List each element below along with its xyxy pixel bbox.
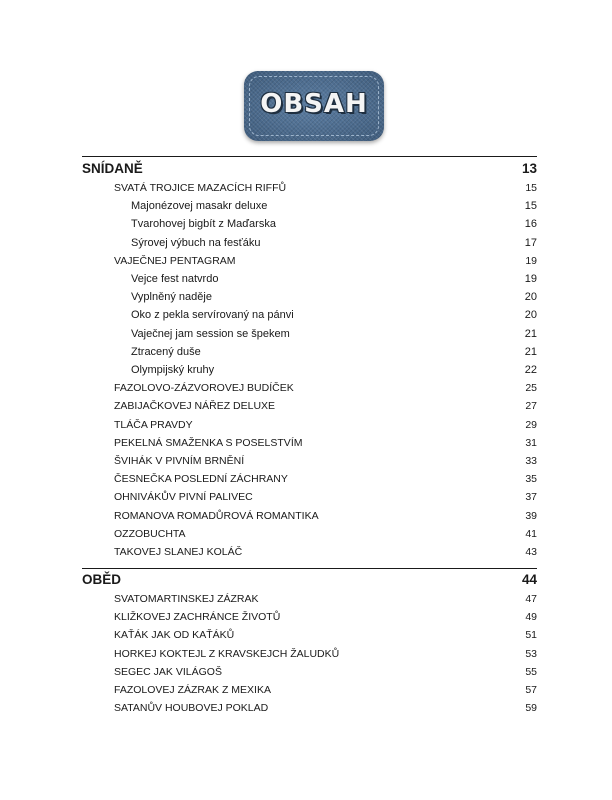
entry-label: PEKELNÁ SMAŽENKA S POSELSTVÍM xyxy=(114,436,303,449)
entry-label: ZABIJAČKOVEJ NÁŘEZ DELUXE xyxy=(114,400,276,413)
toc-entry[interactable] xyxy=(114,453,537,470)
entry-label: SVATÁ TROJICE MAZACÍCH RIFFŮ xyxy=(114,182,287,194)
page-title: OBSAH xyxy=(260,89,368,119)
entry-page-number: 51 xyxy=(525,629,537,642)
entry-page-number: 41 xyxy=(525,527,537,540)
toc-subentry[interactable] xyxy=(131,289,537,306)
toc-entry[interactable] xyxy=(114,398,537,415)
entry-label: SATANŮV HOUBOVEJ POKLAD xyxy=(114,702,269,715)
entry-label: KAŤÁK JAK OD KAŤÁKŮ xyxy=(114,629,235,642)
section-page-number: 13 xyxy=(521,161,537,176)
toc-subentry[interactable] xyxy=(131,216,537,233)
entry-page-number: 31 xyxy=(525,436,537,449)
toc-entry[interactable] xyxy=(114,180,537,197)
section-divider xyxy=(82,156,537,157)
entry-page-number: 17 xyxy=(524,236,537,249)
entry-page-number: 37 xyxy=(525,491,537,504)
toc-entry[interactable] xyxy=(114,471,537,488)
entry-label: KLIŽKOVEJ ZACHRÁNCE ŽIVOTŮ xyxy=(114,611,281,624)
toc-entry[interactable] xyxy=(114,627,537,644)
toc-entry[interactable] xyxy=(114,417,537,434)
entry-label: Sýrovej výbuch na fesťáku xyxy=(131,236,261,249)
entry-page-number: 53 xyxy=(525,647,537,660)
toc-entry[interactable] xyxy=(114,664,537,681)
entry-page-number: 20 xyxy=(524,309,537,322)
toc-subentry[interactable] xyxy=(131,344,537,361)
section-heading-label: SNÍDANĚ xyxy=(82,161,143,176)
entry-label: OHNIVÁKŮV PIVNÍ PALIVEC xyxy=(114,491,253,504)
entry-label: TAKOVEJ SLANEJ KOLÁČ xyxy=(114,546,243,558)
toc-subentry[interactable] xyxy=(131,362,537,379)
entry-page-number: 27 xyxy=(525,400,537,413)
entry-label: Vyplněný naděje xyxy=(131,291,212,304)
entry-label: Vaječnej jam session se špekem xyxy=(131,327,290,340)
section-heading-label: OBĚD xyxy=(82,572,122,587)
toc-entry[interactable] xyxy=(114,544,537,561)
toc-entry[interactable] xyxy=(114,591,537,608)
entry-page-number: 15 xyxy=(525,182,537,194)
section-page-number: 44 xyxy=(521,572,537,587)
entry-label: FAZOLOVEJ ZÁZRAK Z MEXIKA xyxy=(114,684,271,696)
entry-page-number: 43 xyxy=(525,546,537,558)
entry-label: HORKEJ KOKTEJL Z KRAVSKEJCH ŽALUDKŮ xyxy=(114,647,340,660)
entry-page-number: 25 xyxy=(525,382,537,395)
entry-label: ŠVIHÁK V PIVNÍM BRNĚNÍ xyxy=(114,455,245,467)
toc-entry[interactable] xyxy=(114,435,537,452)
entry-label: SEGEC JAK VILÁGOŠ xyxy=(114,665,222,678)
section-heading[interactable] xyxy=(82,160,537,177)
toc-entry[interactable] xyxy=(114,700,537,717)
toc-entry[interactable] xyxy=(114,682,537,699)
entry-label: Oko z pekla servírovaný na pánvi xyxy=(131,309,294,322)
toc-entry[interactable] xyxy=(114,253,537,270)
entry-label: ROMANOVA ROMADŮROVÁ ROMANTIKA xyxy=(114,509,319,522)
entry-page-number: 55 xyxy=(525,665,537,678)
entry-label: Ztracený duše xyxy=(131,345,201,358)
entry-page-number: 22 xyxy=(524,364,537,376)
entry-label: SVATOMARTINSKEJ ZÁZRAK xyxy=(114,593,259,605)
toc-entry[interactable] xyxy=(114,646,537,663)
toc-subentry[interactable] xyxy=(131,235,537,252)
entry-page-number: 35 xyxy=(525,473,537,486)
entry-page-number: 29 xyxy=(525,418,537,431)
entry-label: FAZOLOVO-ZÁZVOROVEJ BUDÍČEK xyxy=(114,382,294,395)
entry-label: Vejce fest natvrdo xyxy=(131,273,219,285)
entry-page-number: 47 xyxy=(525,593,537,605)
toc-subentry[interactable] xyxy=(131,271,537,288)
entry-label: TLÁČA PRAVDY xyxy=(114,418,193,431)
entry-page-number: 21 xyxy=(524,327,537,340)
entry-label: Majonézovej masakr deluxe xyxy=(131,200,268,213)
entry-page-number: 33 xyxy=(525,455,537,467)
entry-page-number: 19 xyxy=(525,254,537,267)
entry-label: OZZOBUCHTA xyxy=(114,527,186,540)
entry-label: ČESNEČKA POSLEDNÍ ZÁCHRANY xyxy=(114,473,288,486)
toc-entry[interactable] xyxy=(114,508,537,525)
entry-page-number: 49 xyxy=(525,611,537,624)
entry-page-number: 39 xyxy=(525,509,537,522)
entry-label: Olympijský kruhy xyxy=(131,364,215,376)
toc-subentry[interactable] xyxy=(131,307,537,324)
toc-entry[interactable] xyxy=(114,609,537,626)
entry-page-number: 19 xyxy=(524,273,537,285)
entry-label: VAJEČNEJ PENTAGRAM xyxy=(114,254,236,267)
toc-entry[interactable] xyxy=(114,380,537,397)
entry-page-number: 16 xyxy=(524,218,537,231)
toc-subentry[interactable] xyxy=(131,198,537,215)
section-heading[interactable] xyxy=(82,571,537,588)
entry-page-number: 15 xyxy=(524,200,537,213)
section-divider xyxy=(82,568,537,569)
entry-page-number: 20 xyxy=(524,291,537,304)
toc-entry[interactable] xyxy=(114,526,537,543)
entry-label: Tvarohovej bigbít z Maďarska xyxy=(131,218,276,231)
toc-entry[interactable] xyxy=(114,489,537,506)
entry-page-number: 57 xyxy=(525,684,537,696)
entry-page-number: 21 xyxy=(524,345,537,358)
title-badge xyxy=(244,71,384,141)
toc-subentry[interactable] xyxy=(131,326,537,343)
entry-page-number: 59 xyxy=(525,702,537,715)
